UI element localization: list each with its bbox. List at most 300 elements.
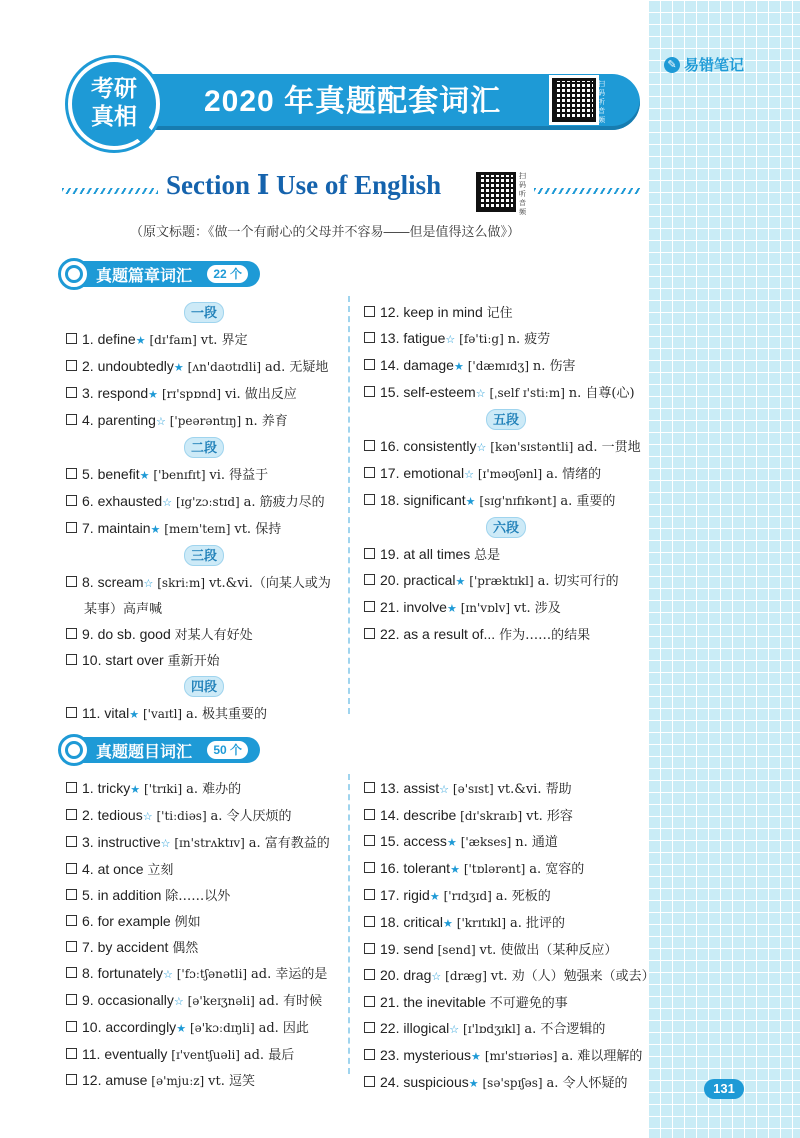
checkbox-icon[interactable] [364, 782, 375, 793]
vocab-item [66, 327, 342, 354]
vocab-phonetic: [sɪg'nɪfɪkənt] [479, 494, 557, 508]
vocab-word: suspicious [403, 1074, 469, 1090]
checkbox-icon[interactable] [364, 835, 375, 846]
vocab-meaning: vt.&vi. 帮助 [497, 782, 572, 797]
paragraph-marker-label: 三段 [184, 545, 224, 566]
vocab-item [364, 883, 648, 910]
vocab-number: 4. [82, 412, 94, 428]
vocab-item [364, 776, 648, 803]
vocab-phonetic: [kən'sɪstəntli] [490, 440, 574, 454]
checkbox-icon[interactable] [66, 360, 77, 371]
vocab-phonetic: [ʌn'daʊtɪdli] [187, 360, 262, 374]
checkbox-icon[interactable] [364, 1022, 375, 1033]
vocab-word: tolerant [403, 860, 451, 876]
vocab-phonetic: [ə'kɔːdɪŋli] [189, 1021, 255, 1035]
category-label: 真题篇章词汇 [96, 267, 193, 285]
paragraph-marker [364, 517, 648, 540]
checkbox-icon[interactable] [66, 707, 77, 718]
vocab-meaning: ad. 幸运的是 [251, 967, 328, 982]
vocab-word: damage [403, 357, 454, 373]
star-icon: ☆ [143, 578, 154, 590]
vocab-meaning: 记住 [486, 306, 513, 321]
vocab-meaning: a. 不合逻辑的 [524, 1022, 606, 1037]
vocab-phonetic: ['ækses] [460, 835, 512, 849]
vocab-number: 6. [82, 913, 94, 929]
checkbox-icon[interactable] [364, 1076, 375, 1087]
vocab-number: 1. [82, 331, 94, 347]
star-icon: ★ [176, 1023, 187, 1035]
checkbox-icon[interactable] [364, 494, 375, 505]
paragraph-marker [66, 545, 342, 568]
vocab-phonetic: ['fɔːtʃənətli] [176, 967, 248, 981]
vocab-meaning: a. 筋疲力尽的 [243, 495, 325, 510]
magnifier-icon [58, 734, 90, 766]
vocab-item [66, 1042, 342, 1068]
vocab-item [364, 1043, 648, 1070]
star-icon: ★ [468, 1078, 479, 1090]
vocab-item [66, 988, 342, 1015]
star-icon: ★ [139, 470, 150, 482]
vocab-word: emotional [403, 465, 465, 481]
vocab-item [66, 803, 342, 830]
vocab-word: illogical [403, 1020, 450, 1036]
vocab-item [364, 326, 648, 353]
vocab-phonetic: [dɪ'faɪn] [149, 333, 197, 347]
vocab-number: 11. [82, 705, 101, 721]
vocab-item [364, 622, 648, 648]
vocab-number: 22. [380, 1020, 400, 1036]
vocab-word: self-esteem [403, 384, 476, 400]
vocab-phonetic: [ɪn'strʌktɪv] [174, 836, 245, 850]
vocab-word: maintain [97, 520, 151, 536]
checkbox-icon[interactable] [364, 862, 375, 873]
vocab-word: at once [97, 861, 144, 877]
vocab-phonetic: [ə'keɪʒnəli] [187, 994, 255, 1008]
vocab-phonetic: [ɪ'ventʃuəli] [171, 1048, 240, 1062]
vocab-item [364, 542, 648, 568]
heading-rule-right [534, 188, 640, 194]
vocab-meaning: ad. 一贯地 [577, 440, 641, 455]
vocab-item [364, 856, 648, 883]
paragraph-marker [66, 302, 342, 325]
vocab-meaning: n. 自尊(心) [568, 386, 635, 401]
vocab-word: describe [403, 807, 457, 823]
vocab-number: 20. [380, 572, 400, 588]
vocab-item [66, 381, 342, 408]
vocab-word: define [97, 331, 136, 347]
checkbox-icon[interactable] [364, 574, 375, 585]
vocab-item [364, 434, 648, 461]
vocab-item [66, 408, 342, 435]
star-icon: ★ [148, 389, 159, 401]
vocab-item [66, 489, 342, 516]
vocab-word: mysterious [403, 1047, 472, 1063]
vocab-number: 5. [82, 466, 94, 482]
section-subtitle: （原文标题：《做一个有耐心的父母并不容易——但是值得这么做》） [129, 224, 520, 239]
vocab-item [364, 937, 648, 963]
vocab-word: fatigue [403, 330, 446, 346]
checkbox-icon[interactable] [66, 495, 77, 506]
vocab-meaning: ad. 无疑地 [265, 360, 329, 375]
vocab-word: by accident [97, 939, 169, 955]
paragraph-marker [66, 676, 342, 699]
checkbox-icon[interactable] [66, 809, 77, 820]
vocab-meaning: a. 富有教益的 [248, 836, 330, 851]
section-title: Section Ⅰ Use of English [166, 170, 442, 200]
vocab-word: amuse [105, 1072, 148, 1088]
star-icon: ★ [450, 864, 460, 876]
vocab-meaning: 重新开始 [167, 654, 220, 669]
vocab-number: 2. [82, 358, 94, 374]
vocab-column-right [364, 776, 655, 1097]
vocab-meaning: 除……以外 [165, 889, 231, 904]
checkbox-icon[interactable] [66, 522, 77, 533]
vocab-meaning: ad. 最后 [243, 1048, 295, 1063]
vocab-phonetic: ['trɪki] [144, 782, 183, 796]
vocab-number: 20. [380, 967, 400, 983]
paragraph-marker-label: 五段 [486, 409, 526, 430]
checkbox-icon[interactable] [364, 969, 375, 980]
vocab-item [364, 568, 648, 595]
vocab-number: 18. [380, 914, 400, 930]
vocab-item [66, 776, 342, 803]
vocab-phonetic: [meɪn'teɪn] [164, 522, 231, 536]
vocab-number: 15. [380, 833, 400, 849]
checkbox-icon[interactable] [66, 941, 77, 952]
vocab-meaning: vt. 涉及 [513, 601, 561, 616]
vocab-item [364, 803, 648, 829]
checkbox-icon[interactable] [66, 863, 77, 874]
vocab-number: 8. [82, 574, 94, 590]
vocab-meaning: n. 疲劳 [507, 332, 551, 347]
vocab-number: 16. [380, 860, 400, 876]
vocab-number: 23. [380, 1047, 400, 1063]
vocab-meaning: 总是 [474, 548, 501, 563]
column-divider [348, 774, 350, 1074]
vocab-item [364, 300, 648, 326]
category-pill-passage [62, 261, 260, 287]
vocab-meaning: ad. 有时候 [258, 994, 323, 1009]
qr-caption: 扫码听音频 [598, 81, 605, 124]
vocab-number: 11. [82, 1046, 101, 1062]
star-icon: ★ [135, 335, 146, 347]
checkbox-icon[interactable] [364, 306, 375, 317]
vocab-meaning: 立刻 [147, 863, 174, 878]
star-icon: ★ [455, 576, 466, 588]
checkbox-icon[interactable] [364, 601, 375, 612]
vocab-item [66, 909, 342, 935]
vocab-meaning: a. 重要的 [560, 494, 616, 509]
vocab-phonetic: [dɪ'skraɪb] [460, 809, 523, 823]
vocab-meaning: vt. 保持 [234, 522, 282, 537]
star-icon: ☆ [475, 388, 486, 400]
vocab-word: practical [403, 572, 456, 588]
vocab-number: 18. [380, 492, 400, 508]
vocab-meaning: vi. 得益于 [209, 468, 269, 483]
checkbox-icon[interactable] [364, 359, 375, 370]
vocab-item [364, 461, 648, 488]
vocab-number: 21. [380, 599, 400, 615]
vocab-meaning: n. 养育 [245, 414, 288, 429]
brand-badge-text: 考研 真相 [91, 75, 137, 129]
paragraph-marker-label: 六段 [486, 517, 526, 538]
checkbox-icon[interactable] [364, 1049, 375, 1060]
star-icon: ★ [443, 918, 453, 930]
checkbox-icon[interactable] [364, 386, 375, 397]
vocab-phonetic: ['krɪtɪkl] [456, 916, 507, 930]
checkbox-icon[interactable] [66, 967, 77, 978]
star-icon: ☆ [464, 469, 474, 481]
checkbox-icon[interactable] [364, 548, 375, 559]
paragraph-marker [364, 409, 648, 432]
vocab-word: tedious [97, 807, 143, 823]
vocab-item [364, 1070, 648, 1097]
vocab-meaning: vt. 使做出（某种反应） [479, 943, 618, 958]
vocab-meaning: a. 情绪的 [546, 467, 602, 482]
vocab-phonetic: [ə'sɪst] [452, 782, 494, 796]
grid-margin [648, 0, 800, 1138]
vocab-number: 22. [380, 626, 400, 642]
vocab-number: 15. [380, 384, 400, 400]
vocab-phonetic: [ˌself ɪ'stiːm] [489, 386, 565, 400]
vocab-item [364, 353, 648, 380]
vocab-word: in addition [97, 887, 162, 903]
page-title: 2020 年真题配套词汇 [204, 85, 502, 118]
star-icon: ☆ [445, 334, 456, 346]
checkbox-icon[interactable] [66, 915, 77, 926]
vocab-column-left [66, 776, 342, 1094]
vocab-meaning: a. 令人厌烦的 [210, 809, 292, 824]
vocab-number: 3. [82, 834, 94, 850]
pen-circle-icon: ✎ [664, 57, 680, 73]
qr-caption: 扫码听音频 [519, 173, 526, 216]
vocab-item [66, 961, 342, 988]
qr-code-icon[interactable] [476, 172, 516, 212]
vocab-item [364, 1016, 648, 1043]
vocab-word: involve [403, 599, 447, 615]
vocab-item [364, 380, 648, 407]
vocab-number: 17. [380, 465, 400, 481]
vocab-meaning: a. 难办的 [186, 782, 242, 797]
star-icon: ☆ [449, 1024, 460, 1036]
vocab-meaning: 偶然 [172, 941, 199, 956]
vocab-number: 7. [82, 939, 94, 955]
vocab-meaning: vt. 形容 [526, 809, 573, 824]
vocab-phonetic: ['tɒlərənt] [463, 862, 526, 876]
star-icon: ☆ [155, 416, 166, 428]
star-icon: ☆ [173, 996, 184, 1008]
checkbox-icon[interactable] [66, 836, 77, 847]
star-icon: ★ [465, 496, 476, 508]
vocab-item [66, 701, 342, 728]
star-icon: ★ [446, 837, 457, 849]
vocab-word: undoubtedly [97, 358, 174, 374]
checkbox-icon[interactable] [66, 782, 77, 793]
vocab-item [364, 990, 648, 1016]
star-icon: ☆ [162, 969, 173, 981]
vocab-word: tricky [97, 780, 131, 796]
checkbox-icon[interactable] [66, 628, 77, 639]
vocab-number: 5. [82, 887, 94, 903]
vocab-word: the inevitable [403, 994, 486, 1010]
vocab-word: start over [105, 652, 164, 668]
vocab-item [66, 935, 342, 961]
checkbox-icon[interactable] [66, 1048, 77, 1059]
checkbox-icon[interactable] [364, 809, 375, 820]
star-icon: ★ [446, 603, 457, 615]
vocab-number: 2. [82, 807, 94, 823]
vocab-number: 13. [380, 780, 400, 796]
column-divider [348, 296, 350, 714]
vocab-word: eventually [104, 1046, 168, 1062]
vocab-item [364, 829, 648, 856]
vocab-word: benefit [97, 466, 140, 482]
checkbox-icon[interactable] [66, 468, 77, 479]
vocab-number: 19. [380, 941, 400, 957]
vocab-item [364, 488, 648, 515]
checkbox-icon[interactable] [364, 628, 375, 639]
vocab-number: 19. [380, 546, 400, 562]
vocab-phonetic: ['dæmɪdʒ] [467, 359, 530, 373]
vocab-word: fortunately [97, 965, 163, 981]
vocab-number: 17. [380, 887, 400, 903]
star-icon: ☆ [142, 811, 153, 823]
vocab-number: 14. [380, 357, 400, 373]
checkbox-icon[interactable] [66, 387, 77, 398]
vocab-word: consistently [403, 438, 477, 454]
vocab-word: parenting [97, 412, 156, 428]
vocab-word: vital [104, 705, 130, 721]
vocab-phonetic: ['peərəntɪŋ] [169, 414, 242, 428]
checkbox-icon[interactable] [364, 916, 375, 927]
category-pill-questions [62, 737, 260, 763]
checkbox-icon[interactable] [66, 994, 77, 1005]
category-count: 50 个 [207, 741, 248, 759]
checkbox-icon[interactable] [66, 1074, 77, 1085]
vocab-number: 4. [82, 861, 94, 877]
checkbox-icon[interactable] [364, 996, 375, 1007]
side-label-text: 易错笔记 [684, 57, 745, 74]
vocab-phonetic: ['præktɪkl] [469, 574, 534, 588]
vocab-phonetic: [rɪ'spɒnd] [161, 387, 222, 401]
checkbox-icon[interactable] [364, 440, 375, 451]
vocab-word: at all times [403, 546, 471, 562]
star-icon: ☆ [476, 442, 487, 454]
vocab-item [66, 622, 342, 648]
vocab-phonetic: ['vaɪtl] [143, 707, 183, 721]
vocab-phonetic: [ɪn'vɒlv] [460, 601, 511, 615]
vocab-number: 7. [82, 520, 94, 536]
vocab-word: scream [97, 574, 144, 590]
paragraph-marker [66, 437, 342, 460]
checkbox-icon[interactable] [364, 943, 375, 954]
vocab-item [66, 462, 342, 489]
vocab-number: 14. [380, 807, 400, 823]
vocab-item [66, 857, 342, 883]
vocab-phonetic: [ɪ'məʊʃənl] [477, 467, 543, 481]
checkbox-icon[interactable] [66, 333, 77, 344]
vocab-meaning: n. 通道 [515, 835, 558, 850]
vocab-meaning: 对某人有好处 [174, 628, 253, 643]
vocab-meaning: a. 死板的 [495, 889, 551, 904]
vocab-word: critical [403, 914, 444, 930]
vocab-word: keep in mind [403, 304, 483, 320]
star-icon: ★ [429, 891, 440, 903]
star-icon: ☆ [431, 971, 442, 983]
vocab-number: 1. [82, 780, 94, 796]
vocab-number: 13. [380, 330, 400, 346]
vocab-number: 8. [82, 965, 94, 981]
star-icon: ☆ [160, 838, 171, 850]
vocab-item [364, 963, 655, 990]
vocab-phonetic: [sə'spɪʃəs] [482, 1076, 543, 1090]
vocab-meaning: 不可避免的事 [489, 996, 568, 1011]
vocab-meaning: ad. 因此 [258, 1021, 309, 1036]
star-icon: ★ [130, 784, 141, 796]
vocab-item [364, 910, 648, 937]
category-label: 真题题目词汇 [96, 743, 193, 761]
star-icon: ☆ [162, 497, 173, 509]
paragraph-marker-label: 二段 [184, 437, 224, 458]
vocab-item [66, 830, 342, 857]
checkbox-icon[interactable] [364, 332, 375, 343]
vocab-item [66, 354, 342, 381]
vocab-phonetic: [skriːm] [157, 576, 206, 590]
vocab-meaning: a. 批评的 [509, 916, 565, 931]
vocab-number: 10. [82, 1019, 102, 1035]
vocab-phonetic: [send] [437, 943, 476, 957]
vocab-meaning: 例如 [174, 915, 201, 930]
star-icon: ★ [150, 524, 161, 536]
category-count: 22 个 [207, 265, 248, 283]
checkbox-icon[interactable] [66, 414, 77, 425]
vocab-word: exhausted [97, 493, 163, 509]
vocab-phonetic: [ɪg'zɔːstɪd] [175, 495, 240, 509]
vocab-meaning: n. 伤害 [532, 359, 576, 374]
vocab-meaning: vt. 逗笑 [208, 1074, 255, 1089]
vocab-meaning: vt. 界定 [200, 333, 248, 348]
vocab-meaning: a. 切实可行的 [537, 574, 619, 589]
vocab-item [66, 648, 342, 674]
vocab-number: 21. [380, 994, 400, 1010]
checkbox-icon[interactable] [364, 467, 375, 478]
checkbox-icon[interactable] [66, 654, 77, 665]
side-label [664, 54, 744, 75]
page-number: 131 [704, 1079, 744, 1099]
vocab-word: rigid [403, 887, 430, 903]
vocab-phonetic: [mɪ'stɪəriəs] [484, 1049, 558, 1063]
checkbox-icon[interactable] [66, 1021, 77, 1032]
vocab-phonetic: ['rɪdʒɪd] [443, 889, 492, 903]
heading-rule-left [62, 188, 158, 194]
star-icon: ★ [453, 361, 464, 373]
brand-badge [68, 58, 160, 150]
vocab-word: access [403, 833, 447, 849]
vocab-word: significant [403, 492, 466, 508]
magnifier-icon [58, 258, 90, 290]
star-icon: ★ [173, 362, 184, 374]
star-icon: ☆ [439, 784, 450, 796]
checkbox-icon[interactable] [66, 889, 77, 900]
qr-code-icon[interactable] [552, 78, 596, 122]
checkbox-icon[interactable] [66, 576, 77, 587]
vocab-phonetic: ['benɪfɪt] [153, 468, 206, 482]
checkbox-icon[interactable] [364, 889, 375, 900]
star-icon: ★ [471, 1051, 481, 1063]
vocab-column-right [364, 300, 648, 648]
vocab-item [66, 1068, 342, 1094]
vocab-word: assist [403, 780, 440, 796]
